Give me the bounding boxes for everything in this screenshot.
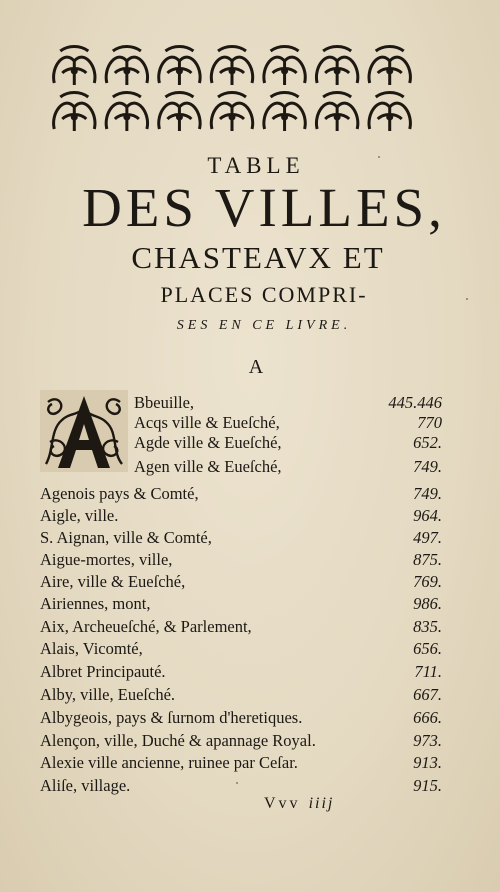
index-entry bbox=[40, 483, 442, 505]
entry-page-number: 973. bbox=[413, 731, 442, 750]
entry-page-number: 652. bbox=[413, 433, 442, 452]
index-entry bbox=[40, 684, 442, 706]
entry-page-number: 666. bbox=[413, 708, 442, 727]
entry-place-name: Albret Principauté. bbox=[40, 662, 166, 681]
entry-page-number: 497. bbox=[413, 528, 442, 547]
index-entry bbox=[40, 730, 442, 752]
entry-page-number: 667. bbox=[413, 685, 442, 704]
entry-page-number: 835. bbox=[413, 617, 442, 636]
index-entry bbox=[40, 752, 442, 774]
signature-leaf: iiij bbox=[308, 795, 335, 812]
entry-place-name: Airiennes, mont, bbox=[40, 594, 151, 613]
entry-place-name: Agen ville & Eueſché, bbox=[134, 457, 282, 476]
paper-speck bbox=[236, 782, 238, 784]
entry-place-name: S. Aignan, ville & Comté, bbox=[40, 528, 212, 547]
entry-page-number: 964. bbox=[413, 506, 442, 525]
entry-place-name: Albygeois, pays & ſurnom d'heretiques. bbox=[40, 708, 303, 727]
index-entry bbox=[40, 432, 442, 454]
entry-place-name: Alais, Vicomté, bbox=[40, 639, 143, 658]
entry-page-number: 770 bbox=[417, 413, 442, 432]
entry-place-name: Alby, ville, Eueſché. bbox=[40, 685, 176, 704]
signature-letters: Vvv bbox=[264, 795, 301, 812]
entry-place-name: Agde ville & Eueſché, bbox=[134, 433, 282, 452]
entry-place-name: Aigle, ville. bbox=[40, 506, 119, 525]
entry-page-number: 749. bbox=[413, 484, 442, 503]
entry-page-number: 445.446 bbox=[388, 393, 442, 412]
entry-page-number: 656. bbox=[413, 639, 442, 658]
entry-page-number: 913. bbox=[413, 753, 442, 772]
paper-speck bbox=[466, 298, 468, 300]
index-entry bbox=[40, 412, 442, 434]
entry-place-name: Aigue-mortes, ville, bbox=[40, 550, 173, 569]
title-places: PLACES COMPRI- bbox=[160, 282, 368, 307]
title-ses-en-ce-livre: SES EN CE LIVRE. bbox=[176, 318, 352, 333]
entry-place-name: Alençon, ville, Duché & apannage Royal. bbox=[40, 731, 316, 750]
index-entry bbox=[40, 571, 442, 593]
entry-place-name: Aire, ville & Eueſché, bbox=[40, 572, 186, 591]
signature-mark bbox=[264, 795, 334, 813]
title-des-villes: DES VILLES, bbox=[82, 177, 446, 238]
entry-page-number: 711. bbox=[414, 662, 442, 681]
index-entry bbox=[40, 549, 442, 571]
index-entry bbox=[40, 456, 442, 478]
index-entry bbox=[40, 505, 442, 527]
index-entry bbox=[40, 392, 442, 414]
title-table: TABLE bbox=[207, 153, 305, 178]
entry-place-name: Alexie ville ancienne, ruinee par Ceſar. bbox=[40, 753, 298, 772]
entry-place-name: Bbeuille, bbox=[134, 393, 195, 412]
index-entry bbox=[40, 593, 442, 615]
entry-place-name: Agenois pays & Comté, bbox=[40, 484, 199, 503]
entry-page-number: 769. bbox=[413, 572, 442, 591]
entry-page-number: 986. bbox=[413, 594, 442, 613]
index-entry bbox=[40, 775, 442, 797]
title-chasteaux: CHASTEAVX ET bbox=[131, 240, 385, 275]
entry-page-number: 749. bbox=[413, 457, 442, 476]
ornament-band-icon bbox=[48, 44, 416, 136]
paper-speck bbox=[378, 156, 380, 158]
entry-place-name: Aliſe, village. bbox=[40, 776, 131, 795]
entry-page-number: 875. bbox=[413, 550, 442, 569]
entry-place-name: Acqs ville & Eueſché, bbox=[134, 413, 280, 432]
section-letter: A bbox=[248, 356, 264, 378]
index-entry bbox=[40, 661, 442, 683]
index-entry bbox=[40, 527, 442, 549]
entry-place-name: Aix, Archeueſché, & Parlement, bbox=[40, 617, 252, 636]
index-entry bbox=[40, 616, 442, 638]
index-entry bbox=[40, 707, 442, 729]
index-entry bbox=[40, 638, 442, 660]
entry-page-number: 915. bbox=[413, 776, 442, 795]
